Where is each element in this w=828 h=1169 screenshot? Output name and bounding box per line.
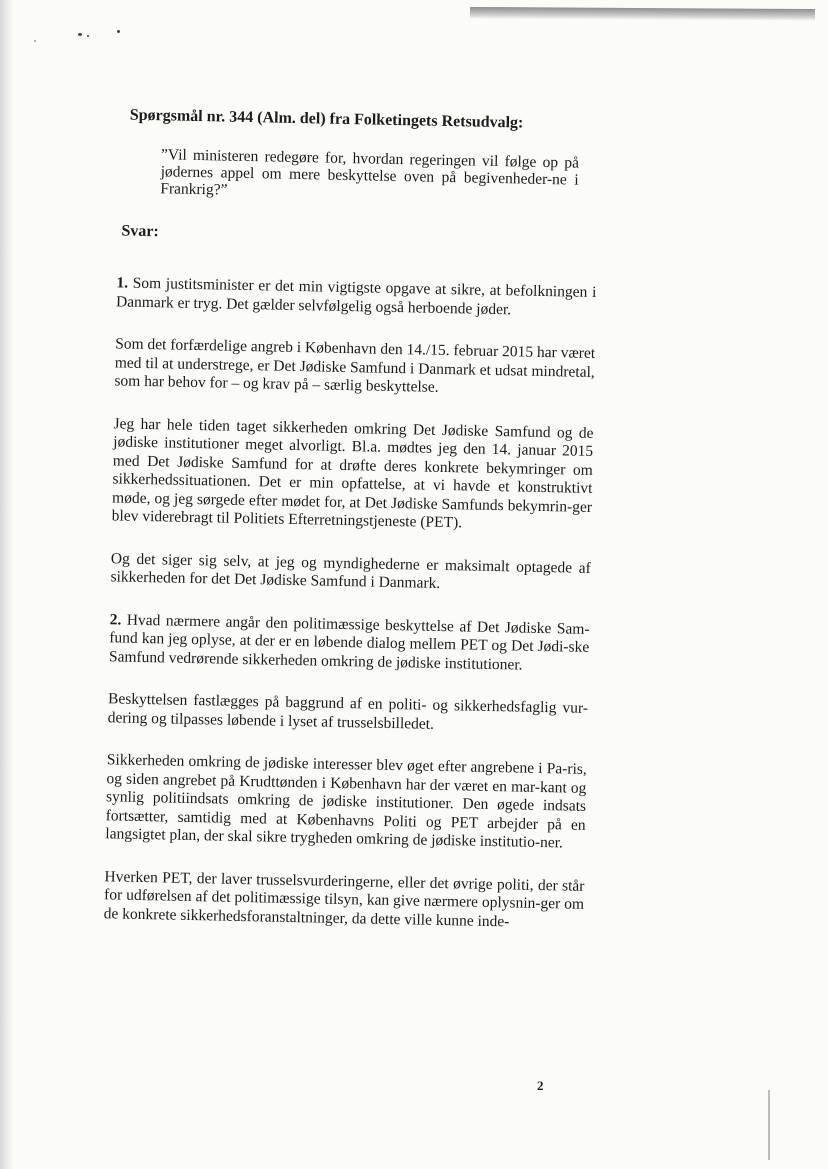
scan-speck xyxy=(78,33,82,36)
scan-speck xyxy=(117,30,120,33)
scan-left-edge xyxy=(0,0,14,1169)
answer-paragraph: 1. Som justitsminister er det min vigtigste opgave at sikre, at befolkningen i Danmark er tryg. Det gælder selvfølgelig også herboende jøder. xyxy=(115,274,597,318)
scan-speck xyxy=(87,35,89,37)
answer-label: Svar: xyxy=(121,222,159,241)
question-heading: Spørgsmål nr. 344 (Alm. del) fra Folketingets Retsudvalg: xyxy=(129,106,524,132)
answer-paragraph: Som det forfærdelige angreb i København den 14./15. februar 2015 har været med til at understrege, er Det Jødiske Samfund i Danmark et udsat mindretal, som har behov for – og krav på – særlig beskyttelse. xyxy=(114,335,596,396)
scan-speck xyxy=(34,40,36,42)
answer-paragraph: Sikkerheden omkring de jødiske interesser blev øget efter angrebene i Pa-ris, og siden angrebet på Krudttønden i København har der været en mar-kant og synlig politiindsats omkring de jødiske institutioner. Den øgede indsats fortsætter, samtidig med at Københavns Politi og PET arbejder på en langsigtet plan, der skal sikre trygheden omkring de jødiske institutio-ner. xyxy=(105,751,587,852)
answer-paragraph: Hverken PET, der laver trusselsvurderingerne, eller det øvrige politi, der står for udførelsen af det politimæssige tilsyn, kan give nærmere oplysnin-ger om de konkrete sikkerhedsforanstaltninger, da dette ville kunne inde- xyxy=(103,867,585,930)
scan-right-mark xyxy=(768,1090,770,1160)
letter-body xyxy=(83,105,600,957)
scan-top-edge xyxy=(470,7,815,21)
question-text: ”Vil ministeren redegøre for, hvordan regeringen vil følge op på jødernes appel om mere beskyttelse oven på begivenheder-ne i Frankrig?” xyxy=(160,146,580,199)
answer-paragraph: Beskyttelsen fastlægges på baggrund af en politi- og sikkerhedsfaglig vur-dering og tilpasses løbende i lyset af trusselsbilledet. xyxy=(107,690,589,733)
answer-paragraph: 2. Hvad nærmere angår den politimæssige beskyttelse af Det Jødiske Sam-fund kan jeg oplyse, at der er en løbende dialog mellem PET og Det Jødi-ske Samfund vedrørende sikkerheden omkring de jødiske institutioner. xyxy=(108,610,590,674)
page-number: 2 xyxy=(537,1078,544,1093)
answer-paragraph: Og det siger sig selv, at jeg og myndighederne er maksimalt optagede af sikkerheden for det Det Jødiske Samfund i Danmark. xyxy=(110,549,591,592)
answer-paragraph: Jeg har hele tiden taget sikkerheden omkring Det Jødiske Samfund og de jødiske institutioner meget alvorligt. Bl.a. mødtes jeg den 14. januar 2015 med Det Jødiske Samfund for at drøfte deres konkrete bekymringer om sikkerhedssituationen. Det er min opfattelse, at vi havde et konstruktivt møde, og jeg sørgede efter mødet for, at Det Jødiske Samfunds bekymrin-ger blev viderebragt til Politiets Efterretningstjeneste (PET). xyxy=(111,414,594,532)
